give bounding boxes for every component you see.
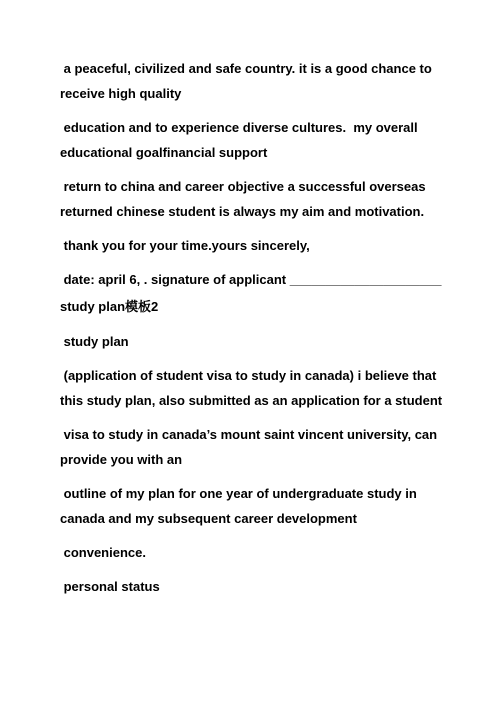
text-line: provide you with an <box>60 452 183 467</box>
text-line: thank you for your time.yours sincerely, <box>60 238 310 253</box>
text-line: date: april 6, . signature of applicant _____________________ <box>60 272 442 287</box>
text-line: study plan <box>60 334 129 349</box>
text-line: outline of my plan for one year of undergraduate study in <box>60 486 417 501</box>
text-line: returned chinese student is always my aim and motivation. <box>60 204 425 219</box>
text-line: study plan模板2 <box>60 299 159 314</box>
text-line: receive high quality <box>60 86 182 101</box>
text-line: (application of student visa to study in canada) i believe that <box>60 368 437 383</box>
text-line: canada and my subsequent career development <box>60 511 357 526</box>
text-line: return to china and career objective a successful overseas <box>60 179 426 194</box>
text-line: visa to study in canada’s mount saint vincent university, can <box>60 427 438 442</box>
text-line: education and to experience diverse cultures. my overall <box>60 120 418 135</box>
text-line: this study plan, also submitted as an application for a student <box>60 393 443 408</box>
text-line: personal status <box>60 579 160 594</box>
text-line: educational goalfinancial support <box>60 145 268 160</box>
text-line: convenience. <box>60 545 146 560</box>
text-line: a peaceful, civilized and safe country. it is a good chance to <box>60 61 432 76</box>
